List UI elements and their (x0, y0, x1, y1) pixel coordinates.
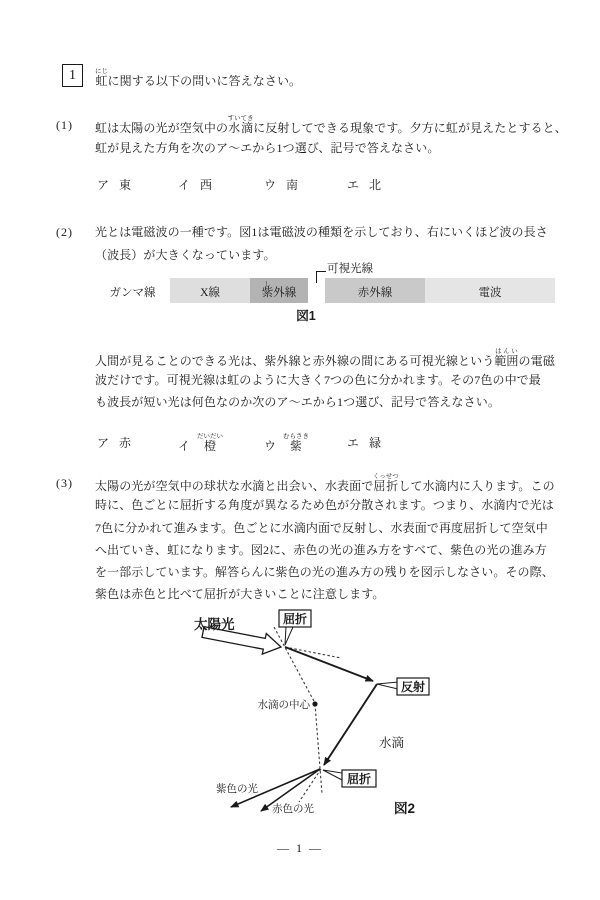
red-ray-label: 赤色の光 (272, 803, 314, 815)
option-kana: ウ (264, 439, 277, 453)
q3-line-5: を一部示しています。解答らんに紫色の光の進み方の残りを図示しなさい。その際、 (95, 565, 554, 579)
option-label: 北 (369, 178, 382, 192)
q3-line-3: 7色に分かれて進みます。色ごとに水滴内面で反射し、水表面で再度屈折して空気中 (95, 521, 548, 535)
q3-marker: (3) (56, 476, 73, 490)
q1-line-2: 虹が見えた方角を次のア～エから1つ選び、記号で答えなさい。 (95, 141, 440, 155)
option-kana: エ (347, 178, 360, 192)
q2-option-i (178, 433, 223, 456)
q2-para2-line-2: 波だけです。可視光線は虹のように大きく7つの色に分かれます。その7色の中で最 (95, 373, 541, 387)
q2-para2-line-3: も波長が短い光は何色なのか次のア～エから1つ選び、記号で答えなさい。 (95, 395, 500, 409)
entry-normal-dotted-line (274, 627, 315, 703)
spectrum-segment-radio: 電波 (425, 278, 555, 303)
q1-option-u (264, 175, 298, 195)
q3-line-4: へ出ていき、虹になります。図2に、赤色の光の進み方をすべて、紫色の光の進み方 (95, 543, 547, 557)
option-label: 赤 (119, 436, 132, 450)
droplet-label: 水滴 (379, 736, 405, 750)
refraction-bottom-label: 屈折 (346, 772, 372, 786)
option-label: 橙だいだい (197, 433, 224, 453)
figure2-caption: 図2 (394, 801, 416, 816)
option-label: 紫むらさき (283, 433, 310, 453)
question-number-box: 1 (62, 64, 83, 87)
option-label: 西 (200, 178, 213, 192)
q2-para2-line-1: 人間が見ることのできる光は、紫外線と赤外線の間にある可視光線という範囲はんいの電磁 (95, 348, 555, 368)
refraction-bottom-callout-tail (323, 770, 342, 780)
q1-option-a (97, 175, 131, 195)
refraction-top-label: 屈折 (282, 612, 308, 626)
sunlight-label: 太陽光 (194, 617, 235, 632)
spectrum-segment-infrared: 赤外線 (325, 278, 425, 303)
spectrum-segment-uv: 紫し 外線 (250, 278, 308, 303)
q3-line-6: 紫色は赤色と比べて屈折が大きいことに注意します。 (95, 587, 385, 601)
incident-continuation-dotted-line (285, 647, 341, 658)
spectrum-segment-xray: X線 (170, 278, 250, 303)
reflected-ray-inside-droplet (324, 684, 377, 765)
q2-option-a (97, 433, 131, 453)
q2-option-e (347, 433, 381, 453)
reflection-callout-tail (377, 682, 398, 689)
option-label: 東 (119, 178, 132, 192)
reflection-label: 反射 (400, 680, 426, 694)
spectrum-segment-visible-gap (308, 278, 325, 303)
visible-light-label: 可視光線 (327, 263, 373, 275)
option-kana: イ (178, 439, 191, 453)
q1-option-e (347, 175, 381, 195)
figure2-droplet-diagram (148, 606, 462, 824)
refraction-top-callout-tail (285, 627, 293, 645)
q3-line-2: 時に、色ごとに屈折する角度が異なるため色が分散されます。つまり、水滴内で光は (95, 498, 554, 512)
option-label: 南 (286, 178, 299, 192)
question-intro: 虹にじに関する以下の問いに答えなさい。 (95, 68, 302, 88)
option-label: 緑 (369, 436, 382, 450)
option-kana: イ (178, 178, 191, 192)
q2-line-2: （波長）が大きくなっています。 (95, 248, 276, 262)
page-number: — 1 — (277, 841, 323, 855)
figure1-caption: 図1 (296, 309, 316, 323)
option-kana: ア (97, 436, 110, 450)
droplet-center-dot (312, 701, 317, 706)
option-kana: ウ (264, 178, 277, 192)
refracted-ray-inside-droplet (285, 647, 373, 681)
option-kana: エ (347, 436, 360, 450)
q1-marker: (1) (56, 118, 73, 132)
q2-option-u (264, 433, 309, 456)
droplet-center-label: 水滴の中心 (257, 699, 310, 711)
spectrum-segment-gamma: ガンマ線 (109, 287, 156, 299)
exit-normal-dotted-line (315, 704, 322, 794)
q1-option-i (178, 175, 212, 195)
figure1-spectrum-bar (95, 278, 555, 303)
option-kana: ア (97, 178, 110, 192)
q1-line-1: 虹は太陽の光が空気中の水滴すいてきに反射してできる現象です。夕方に虹が見えたとすると、 (95, 115, 567, 135)
q2-line-1: 光とは電磁波の一種です。図1は電磁波の種類を示しており、右にいくほど波の長さ (95, 225, 548, 239)
purple-ray-label: 紫色の光 (216, 783, 258, 795)
q2-marker: (2) (56, 225, 73, 239)
q3-line-1: 太陽の光が空気中の球状な水滴と出会い、水表面で屈折くっせつして水滴内に入ります。この (95, 473, 555, 493)
